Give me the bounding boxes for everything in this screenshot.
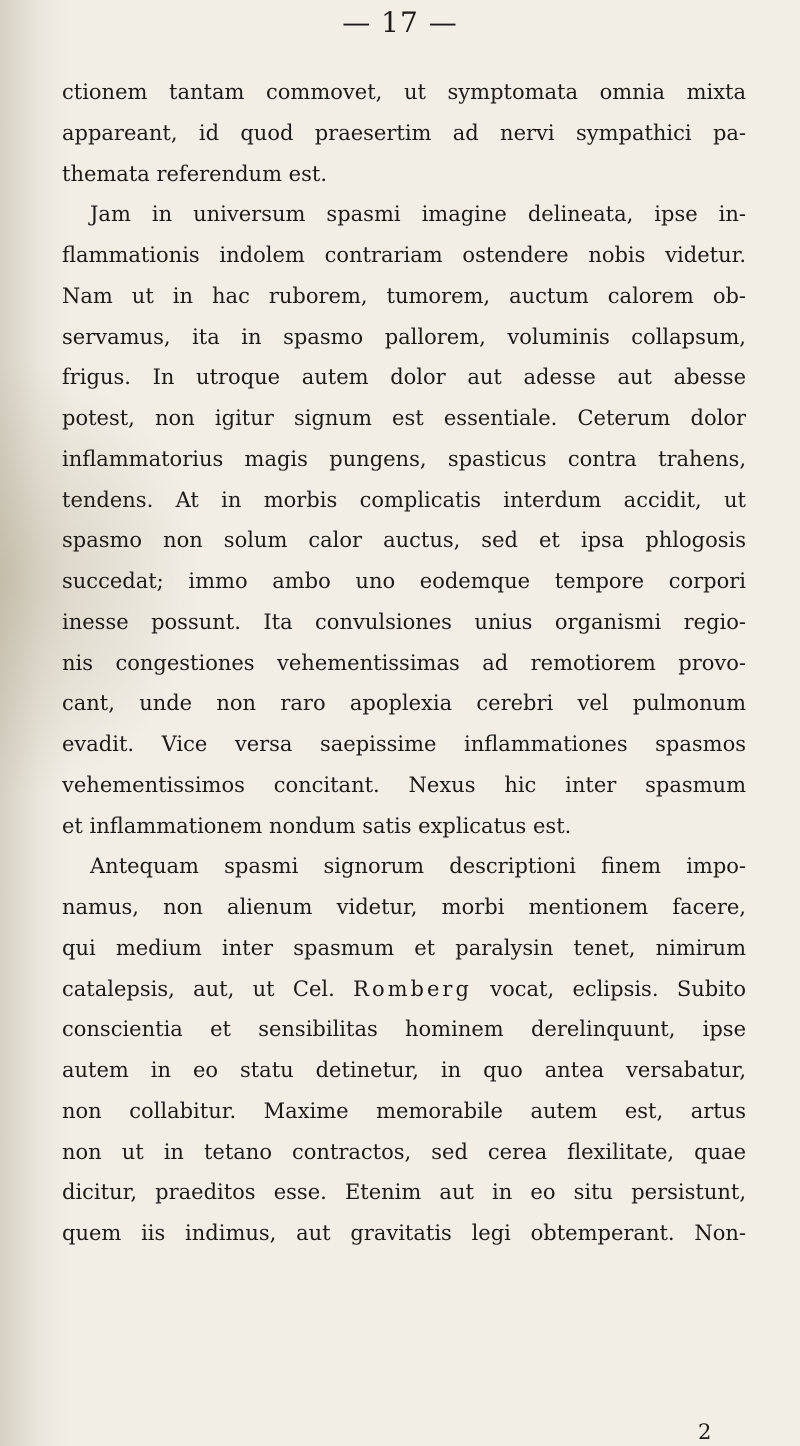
- body-text: [62, 72, 746, 1254]
- text-line: namus, non alienum videtur, morbi mentionem facere,: [62, 895, 746, 919]
- text-line: themata referendum est.: [62, 161, 327, 186]
- text-line: appareant, id quod praesertim ad nervi sympathici pa-: [62, 120, 746, 145]
- text-line: non ut in tetano contractos, sed cerea flexilitate, quae: [62, 1139, 746, 1164]
- text-line: ctionem tantam commovet, ut symptomata omnia mixta: [62, 80, 746, 104]
- text-line: vehementissimos concitant. Nexus hic inter spasmum: [62, 772, 746, 797]
- text-line: evadit. Vice versa saepissime inflammationes spasmos: [62, 732, 746, 756]
- text-line: tendens. At in morbis complicatis interdum accidit, ut: [62, 487, 746, 512]
- text-line: autem in eo statu detinetur, in quo antea versabatur,: [62, 1058, 746, 1082]
- text-line: et inflammationem nondum satis explicatus est.: [62, 813, 572, 838]
- text-line: quem iis indimus, aut gravitatis legi obtemperant. Non-: [62, 1221, 746, 1245]
- signature-mark: 2: [698, 1420, 712, 1444]
- page-header: — 17 —: [342, 6, 458, 39]
- text-line: frigus. In utroque autem dolor aut adesse aut abesse: [62, 365, 746, 390]
- text-line: conscientia et sensibilitas hominem derelinquunt, ipse: [62, 1017, 746, 1042]
- text-line: potest, non igitur signum est essentiale. Ceterum dolor: [62, 406, 746, 430]
- text-line: inesse possunt. Ita convulsiones unius organismi regio-: [62, 609, 746, 634]
- text-line: spasmo non solum calor auctus, sed et ipsa phlogosis: [62, 528, 746, 553]
- text-line: Antequam spasmi signorum descriptioni finem impo-: [90, 854, 746, 879]
- text-line: Jam in universum spasmi imagine delineata, ipse in-: [90, 202, 746, 227]
- text-line: catalepsis, aut, ut Cel. Romberg vocat, eclipsis. Subito: [62, 976, 746, 1001]
- text-line: inflammatorius magis pungens, spasticus contra trahens,: [62, 446, 746, 471]
- text-line: servamus, ita in spasmo pallorem, voluminis collapsum,: [62, 324, 746, 349]
- text-line: cant, unde non raro apoplexia cerebri vel pulmonum: [62, 691, 746, 716]
- text-line: succedat; immo ambo uno eodemque tempore corpori: [62, 569, 746, 593]
- text-line: dicitur, praeditos esse. Etenim aut in eo situ persistunt,: [62, 1180, 746, 1205]
- text-line: nis congestiones vehementissimas ad remotiorem provo-: [62, 650, 746, 675]
- text-line: Nam ut in hac ruborem, tumorem, auctum calorem ob-: [62, 283, 746, 308]
- author-name-romberg: Romberg: [353, 976, 472, 1001]
- text-line: qui medium inter spasmum et paralysin tenet, nimirum: [62, 935, 746, 960]
- text-line: flammationis indolem contrariam ostendere nobis videtur.: [62, 243, 746, 267]
- text-line: non collabitur. Maxime memorabile autem est, artus: [62, 1098, 746, 1123]
